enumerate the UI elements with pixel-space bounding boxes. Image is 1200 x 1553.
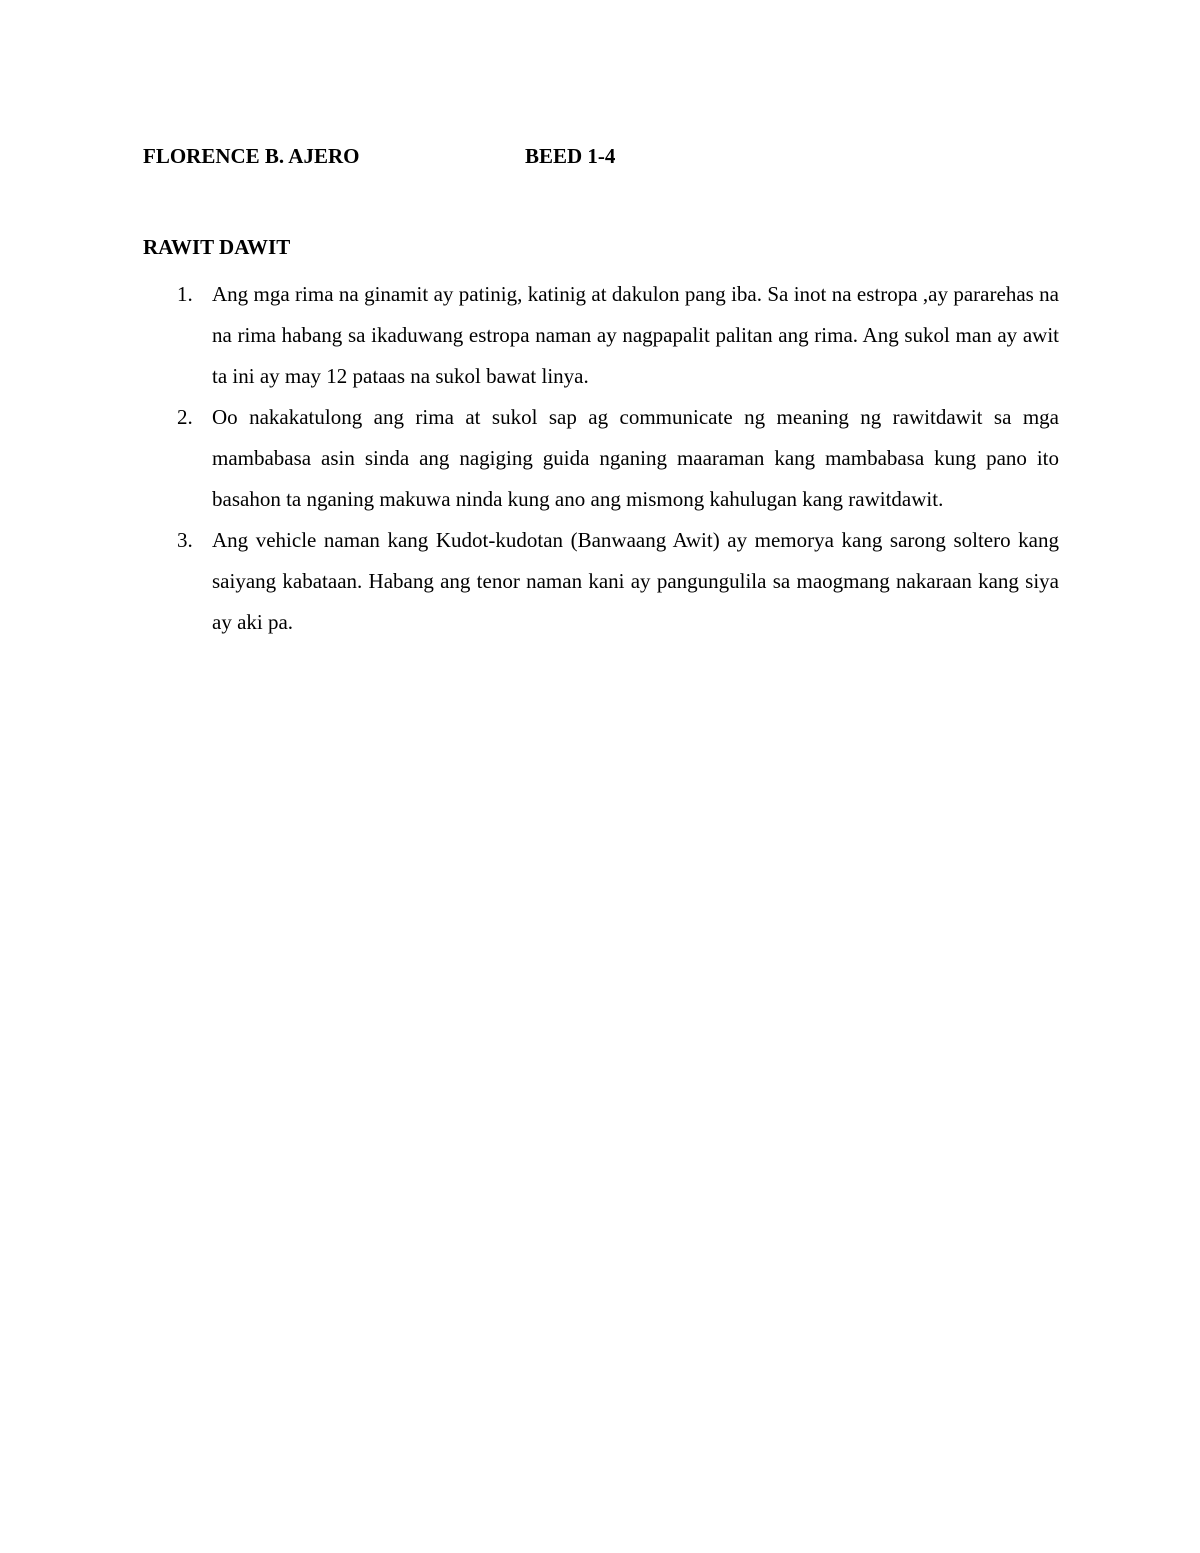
document-title: RAWIT DAWIT [143,235,291,259]
list-item [143,397,1059,520]
list-item [143,520,1059,643]
answer-list [143,274,1059,643]
list-item-number: 2. [177,405,193,429]
list-item [143,274,1059,397]
list-item-number: 3. [177,528,193,552]
list-item-text: Oo nakakatulong ang rima at sukol sap ag communicate ng meaning ng rawitdawit sa mga mambabasa asin sinda ang nagiging guida nganing maaraman kang mambabasa kung pano ito basahon ta nganing makuwa ninda kung ano ang mismong kahulugan kang rawitdawit. [212,405,1059,511]
course-section: BEED 1-4 [525,144,616,168]
student-name: FLORENCE B. AJERO [143,144,360,168]
list-item-text: Ang vehicle naman kang Kudot-kudotan (Banwaang Awit) ay memorya kang sarong soltero kang saiyang kabataan. Habang ang tenor naman kani ay pangungulila sa maogmang nakaraan kang siya ay aki pa. [212,528,1059,634]
document-header [143,141,615,171]
list-item-number: 1. [177,282,193,306]
list-item-text: Ang mga rima na ginamit ay patinig, katinig at dakulon pang iba. Sa inot na estropa ,ay pararehas na na rima habang sa ikaduwang estropa naman ay nagpapalit palitan ang rima. Ang sukol man ay awit ta ini ay may 12 pataas na sukol bawat linya. [212,282,1059,388]
